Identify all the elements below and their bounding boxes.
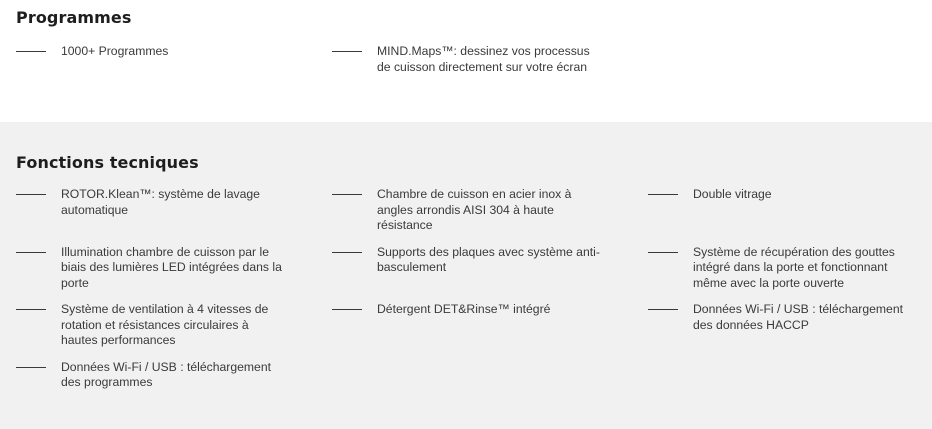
list-item bbox=[332, 187, 648, 234]
dash-marker bbox=[332, 194, 362, 195]
list-item-text: 1000+ Programmes bbox=[61, 44, 169, 58]
list-item bbox=[16, 44, 332, 75]
list-item bbox=[332, 44, 648, 75]
fonctions-heading: Fonctions tecniques bbox=[16, 153, 199, 172]
list-item-text: MIND.Maps™: dessinez vos processus de cuisson directement sur votre écran bbox=[377, 44, 590, 74]
list-item bbox=[16, 360, 332, 391]
list-item-text: Illumination chambre de cuisson par le biais des lumières LED intégrées dans la porte bbox=[61, 244, 282, 290]
list-item-text: Supports des plaques avec système anti-basculement bbox=[377, 244, 600, 274]
dash-marker bbox=[648, 309, 678, 310]
dash-marker bbox=[16, 309, 46, 310]
list-item-text: Données Wi-Fi / USB : téléchargement des programmes bbox=[61, 359, 271, 389]
dash-marker bbox=[648, 194, 678, 195]
dash-marker bbox=[332, 51, 362, 52]
list-item bbox=[648, 245, 932, 292]
dash-marker bbox=[648, 252, 678, 253]
list-item-text: Chambre de cuisson en acier inox à angles arrondis AISI 304 à haute résistance bbox=[377, 187, 572, 232]
dash-marker bbox=[16, 194, 46, 195]
programmes-heading: Programmes bbox=[16, 8, 132, 27]
list-item-text: Double vitrage bbox=[693, 187, 772, 201]
dash-marker bbox=[16, 252, 46, 253]
dash-marker bbox=[332, 309, 362, 310]
list-item bbox=[648, 302, 932, 349]
fonctions-section bbox=[0, 122, 932, 429]
list-item bbox=[332, 302, 648, 349]
list-item bbox=[332, 245, 648, 292]
list-item-text: Système de récupération des gouttes intégré dans la porte et fonctionnant même avec la porte ouverte bbox=[693, 244, 895, 290]
list-item-text: ROTOR.Klean™: système de lavage automatique bbox=[61, 187, 260, 217]
list-item bbox=[16, 187, 332, 234]
programmes-section bbox=[0, 0, 932, 122]
dash-marker bbox=[332, 252, 362, 253]
programmes-list bbox=[16, 44, 932, 75]
list-item-text: Détergent DET&Rinse™ intégré bbox=[377, 302, 551, 316]
list-item-text: Système de ventilation à 4 vitesses de rotation et résistances circulaires à hautes performances bbox=[61, 302, 269, 347]
fonctions-list bbox=[16, 187, 932, 391]
list-item bbox=[16, 245, 332, 292]
dash-marker bbox=[16, 367, 46, 368]
list-item bbox=[648, 187, 932, 234]
list-item bbox=[16, 302, 332, 349]
list-item-text: Données Wi-Fi / USB : téléchargement des données HACCP bbox=[693, 302, 903, 332]
dash-marker bbox=[16, 51, 46, 52]
